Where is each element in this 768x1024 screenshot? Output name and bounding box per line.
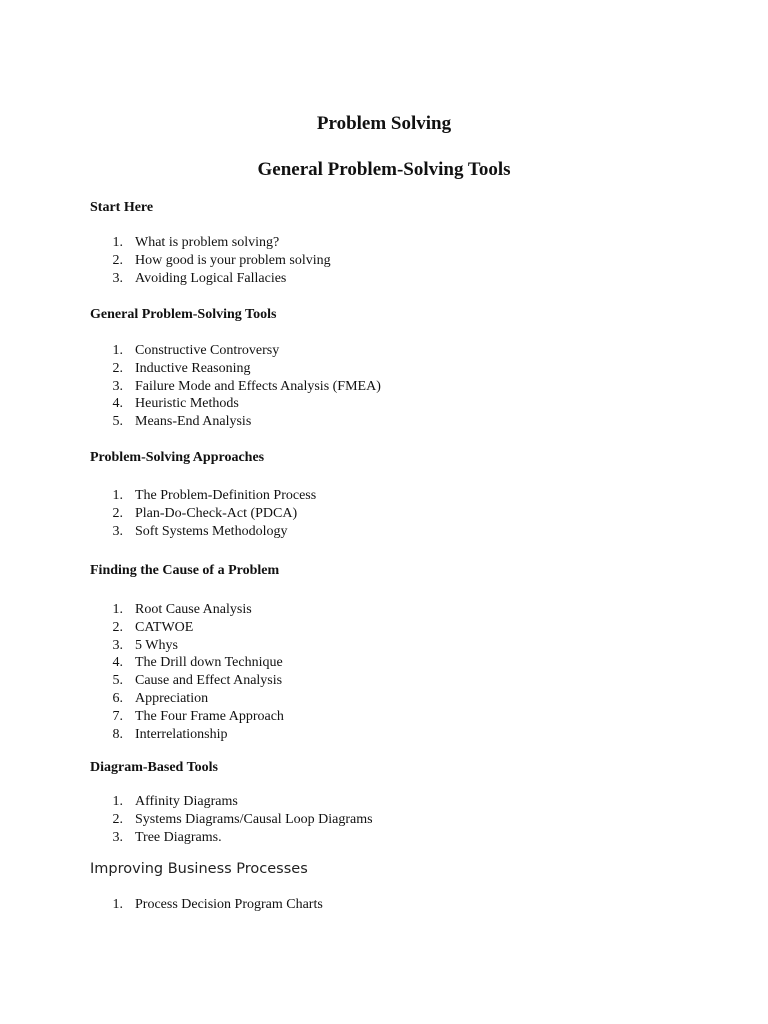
list-item: 3. Failure Mode and Effects Analysis (FMEA) — [112, 378, 381, 394]
list-item-text: 5 Whys — [135, 637, 178, 653]
document-title: Problem Solving — [316, 113, 452, 134]
list-item: 5. Cause and Effect Analysis — [112, 673, 283, 689]
list-item-text: Process Decision Program Charts — [135, 897, 323, 912]
list-item: 2. CATWOE — [112, 619, 194, 635]
list-item: 8. Interrelationship — [112, 726, 228, 742]
list-item-text: Constructive Controversy — [135, 343, 280, 358]
section-heading-approaches: Problem-Solving Approaches — [90, 450, 265, 465]
list-item: 1. Affinity Diagrams — [112, 794, 238, 809]
list-item: 4. The Drill down Technique — [112, 655, 283, 671]
section-heading-diagram-tools: Diagram-Based Tools — [90, 760, 218, 775]
list-item: 3. Tree Diagrams. — [112, 829, 222, 845]
list-item-text: What is problem solving? — [135, 235, 280, 250]
list-item-text: Soft Systems Methodology — [135, 523, 288, 539]
list-item-text: Heuristic Methods — [135, 396, 239, 412]
list-item: 1. Constructive Controversy — [112, 343, 280, 358]
list-item: 3. Soft Systems Methodology — [112, 523, 288, 539]
document-subtitle: General Problem-Solving Tools — [257, 159, 511, 180]
list-business-processes — [90, 896, 323, 914]
list-item-text: Avoiding Logical Fallacies — [135, 270, 287, 286]
list-item-text: Affinity Diagrams — [135, 794, 238, 809]
list-item-text: The Problem-Definition Process — [135, 488, 317, 503]
list-item-text: Cause and Effect Analysis — [135, 673, 283, 689]
list-item: 5. Means-End Analysis — [112, 414, 252, 430]
list-item: 2. How good is your problem solving — [112, 252, 331, 268]
list-item-text: Interrelationship — [135, 726, 228, 742]
list-item-text: Inductive Reasoning — [135, 360, 251, 376]
list-item-text: Tree Diagrams. — [135, 829, 222, 845]
list-item-text: Plan-Do-Check-Act (PDCA) — [135, 505, 298, 521]
list-item: 1. Process Decision Program Charts — [112, 897, 323, 912]
list-item: 1. Root Cause Analysis — [112, 602, 252, 617]
list-item: 4. Heuristic Methods — [112, 396, 239, 412]
list-item: 2. Systems Diagrams/Causal Loop Diagrams — [112, 811, 373, 827]
list-general-tools — [90, 342, 381, 431]
list-item: 3. Avoiding Logical Fallacies — [112, 270, 287, 286]
list-item: 3. 5 Whys — [112, 637, 178, 653]
list-item-text: Means-End Analysis — [135, 414, 252, 430]
list-item-text: CATWOE — [135, 619, 194, 635]
list-item: 6. Appreciation — [112, 690, 209, 706]
list-item-text: Root Cause Analysis — [135, 602, 252, 617]
section-heading-start-here: Start Here — [90, 200, 154, 215]
list-item-text: Systems Diagrams/Causal Loop Diagrams — [135, 811, 373, 827]
list-approaches — [90, 487, 316, 540]
list-finding-cause — [90, 601, 284, 743]
section-heading-finding-cause: Finding the Cause of a Problem — [90, 563, 280, 578]
section-heading-general-tools: General Problem-Solving Tools — [90, 307, 277, 322]
list-item: 1. What is problem solving? — [112, 235, 280, 250]
list-item: 2. Plan-Do-Check-Act (PDCA) — [112, 505, 298, 521]
list-item-text: Appreciation — [135, 690, 209, 706]
list-item-text: Failure Mode and Effects Analysis (FMEA) — [135, 378, 381, 394]
section-heading-business-processes: Improving Business Processes — [90, 861, 308, 877]
list-item-text: How good is your problem solving — [135, 252, 331, 268]
list-item-text: The Four Frame Approach — [135, 708, 284, 724]
list-item: 7. The Four Frame Approach — [112, 708, 284, 724]
list-start-here — [90, 234, 331, 287]
list-item: 1. The Problem-Definition Process — [112, 488, 317, 503]
list-diagram-tools — [90, 793, 373, 846]
list-item-text: The Drill down Technique — [135, 655, 283, 671]
list-item: 2. Inductive Reasoning — [112, 360, 251, 376]
